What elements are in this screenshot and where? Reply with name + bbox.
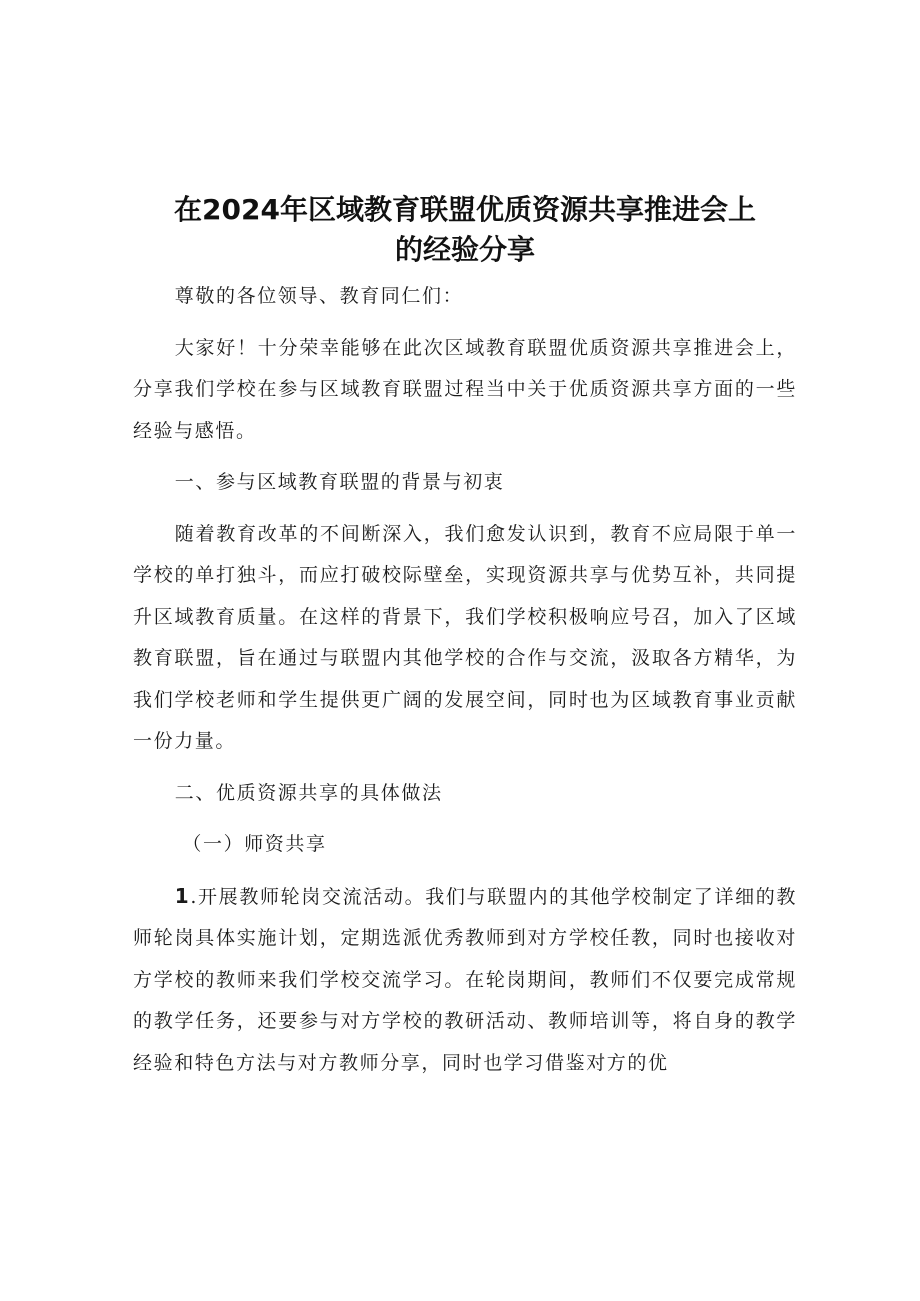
section-1-paragraph: 随着教育改革的不间断深入，我们愈发认识到，教育不应局限于单一学校的单打独斗，而应打破校际壁垒，实现资源共享与优势互补，共同提升区域教育质量。在这样的背景下，我们学校积极响应号召，加入了区域教育联盟，旨在通过与联盟内其他学校的合作与交流，汲取各方精华，为我们学校老师和学生提供更广阔的发展空间，同时也为区域教育事业贡献一份力量。 (133, 522, 797, 752)
section-2-heading: 二、优质资源共享的具体做法 (174, 781, 443, 804)
subsection-1-heading: （一）师资共享 (182, 833, 327, 855)
item-1-text: .开展教师轮岗交流活动。我们与联盟内的其他学校制定了详细的教师轮岗具体实施计划，定期选派优秀教师到对方学校任教，同时也接收对方学校的教师来我们学校交流学习。在轮岗期间，教师们不仅要完成常规的教学任务，还要参与对方学校的教研活动、教师培训等，将自身的教学经验和特色方法与对方教师分享，同时也学习借鉴对方的优 (133, 885, 797, 1074)
section-1-heading: 一、参与区域教育联盟的背景与初衷 (174, 471, 505, 493)
title-line-2: 的经验分享 (394, 233, 535, 266)
title-line-1: 在2024年区域教育联盟优质资源共享推进会上 (174, 193, 756, 226)
document-body (133, 190, 797, 1084)
document-title (133, 190, 797, 270)
item-1-number: 1 (174, 883, 191, 908)
greeting: 尊敬的各位领导、教育同仁们： (174, 285, 464, 307)
intro-paragraph: 大家好！十分荣幸能够在此次区域教育联盟优质资源共享推进会上，分享我们学校在参与区域教育联盟过程当中关于优质资源共享方面的一些经验与感悟。 (133, 336, 797, 442)
item-1-paragraph (133, 876, 797, 1085)
